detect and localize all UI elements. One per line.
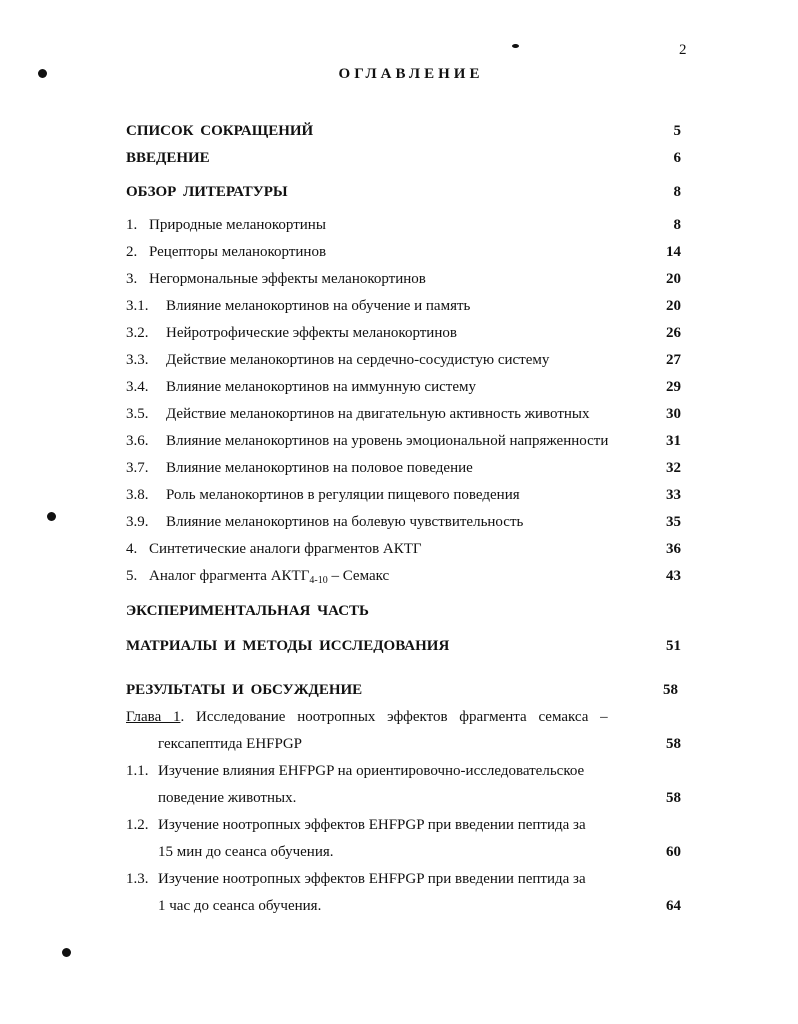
- chapter-label: Глава 1: [126, 709, 181, 725]
- toc-label: Рецепторы меланокортинов: [149, 244, 327, 260]
- toc-label: Природные меланокортины: [149, 217, 326, 233]
- toc-page: 35: [666, 514, 681, 530]
- toc-label: . Исследование ноотропных эффектов фрагмента семакса –: [180, 709, 608, 725]
- toc-page: 31: [666, 433, 681, 449]
- toc-page: 36: [666, 541, 681, 557]
- toc-label: Влияние меланокортинов на половое поведение: [166, 460, 473, 476]
- toc-num: 1.: [126, 217, 138, 233]
- toc-page: 6: [673, 150, 681, 166]
- toc-page: 64: [666, 898, 681, 914]
- toc-page: 32: [666, 460, 681, 476]
- scan-speck: [47, 512, 56, 521]
- toc-num: 1.3.: [126, 871, 149, 887]
- toc-num: 3.5.: [126, 406, 149, 422]
- toc-num: 3.: [126, 271, 138, 287]
- toc-num: 3.2.: [126, 325, 149, 341]
- toc-num: 1.1.: [126, 763, 149, 779]
- toc-page: 26: [666, 325, 681, 341]
- toc-page: 58: [666, 736, 681, 752]
- toc-label: Негормональные эффекты меланокортинов: [149, 271, 426, 287]
- toc-page: 27: [666, 352, 681, 368]
- toc-label: Влияние меланокортинов на уровень эмоциональной напряженности: [166, 433, 609, 449]
- toc-page: 33: [666, 487, 681, 503]
- toc-page: 5: [673, 123, 681, 139]
- toc-num: 3.3.: [126, 352, 149, 368]
- toc-page: 30: [666, 406, 681, 422]
- toc-subscript: 4-10: [309, 575, 328, 586]
- toc-num: 5.: [126, 568, 138, 584]
- toc-continuation: гексапептида EHFPGP: [158, 736, 303, 752]
- scan-speck: [512, 44, 519, 48]
- toc-page: 8: [673, 217, 681, 233]
- page-number: 2: [679, 42, 687, 58]
- toc-num: 1.2.: [126, 817, 149, 833]
- toc-label: Роль меланокортинов в регуляции пищевого поведения: [166, 487, 520, 503]
- toc-num: 4.: [126, 541, 138, 557]
- toc-label: Аналог фрагмента АКТГ: [149, 568, 310, 584]
- toc-label: СПИСОК СОКРАЩЕНИЙ: [126, 123, 314, 139]
- toc-label: Действие меланокортинов на сердечно-сосудистую систему: [166, 352, 550, 368]
- toc-num: 3.7.: [126, 460, 149, 476]
- toc-label-suffix: – Семакс: [327, 568, 390, 584]
- toc-page: 43: [666, 568, 681, 584]
- toc-continuation: поведение животных.: [158, 790, 297, 806]
- toc-num: 3.9.: [126, 514, 149, 530]
- scan-speck: [62, 948, 71, 957]
- toc-label: МАТРИАЛЫ И МЕТОДЫ ИССЛЕДОВАНИЯ: [126, 638, 450, 654]
- toc-page: 20: [666, 298, 681, 314]
- toc-continuation: 15 мин до сеанса обучения.: [158, 844, 334, 860]
- toc-page: 20: [666, 271, 681, 287]
- toc-label: ЭКСПЕРИМЕНТАЛЬНАЯ ЧАСТЬ: [126, 603, 369, 619]
- toc-page: 14: [666, 244, 681, 260]
- page-title: ОГЛАВЛЕНИЕ: [338, 66, 484, 82]
- toc-label: ВВЕДЕНИЕ: [126, 150, 210, 166]
- toc-label: Влияние меланокортинов на болевую чувствительность: [166, 514, 524, 530]
- toc-label: Влияние меланокортинов на обучение и память: [166, 298, 471, 314]
- toc-continuation: 1 час до сеанса обучения.: [158, 898, 322, 914]
- toc-label: Влияние меланокортинов на иммунную систему: [166, 379, 476, 395]
- toc-num: 3.1.: [126, 298, 149, 314]
- toc-num: 3.4.: [126, 379, 149, 395]
- toc-page: 29: [666, 379, 681, 395]
- toc-label: Действие меланокортинов на двигательную активность животных: [166, 406, 590, 422]
- toc-label: Нейротрофические эффекты меланокортинов: [166, 325, 457, 341]
- toc-label: Изучение ноотропных эффектов EHFPGP при введении пептида за: [158, 817, 586, 833]
- toc-page: 58: [666, 790, 681, 806]
- toc-label: РЕЗУЛЬТАТЫ И ОБСУЖДЕНИЕ: [126, 682, 363, 698]
- toc-label: Изучение влияния EHFPGP на ориентировочно-исследовательское: [158, 763, 585, 779]
- toc-label: ОБЗОР ЛИТЕРАТУРЫ: [126, 184, 288, 200]
- toc-label: Изучение ноотропных эффектов EHFPGP при введении пептида за: [158, 871, 586, 887]
- toc-num: 3.6.: [126, 433, 149, 449]
- toc-num: 2.: [126, 244, 138, 260]
- toc-label: Синтетические аналоги фрагментов АКТГ: [149, 541, 422, 557]
- toc-page: 60: [666, 844, 681, 860]
- toc-num: 3.8.: [126, 487, 149, 503]
- toc-page: 58: [663, 682, 678, 698]
- toc-page: 8: [673, 184, 681, 200]
- toc-page: 51: [666, 638, 681, 654]
